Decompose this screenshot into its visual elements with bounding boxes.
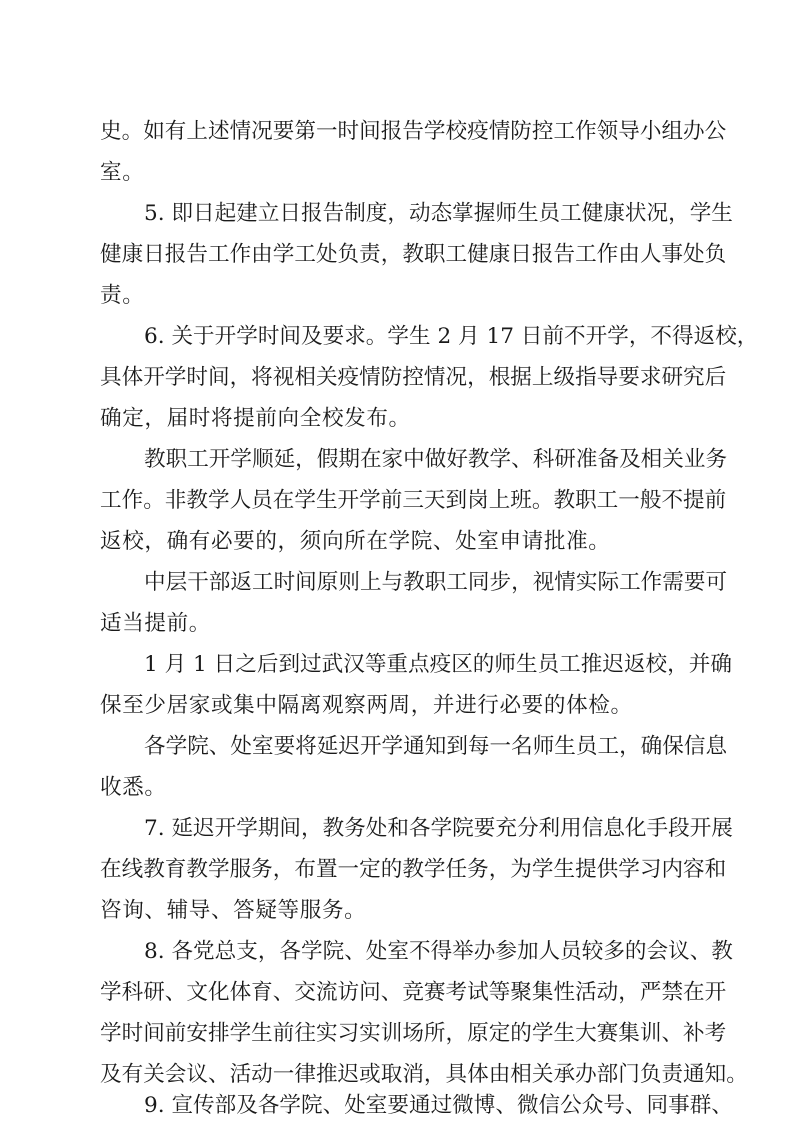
text-line: 各学院、处室要将延迟开学通知到每一名师生员工，确保信息: [144, 734, 728, 759]
text-line: 史。如有上述情况要第一时间报告学校疫情防控工作领导小组办公: [100, 119, 727, 144]
text-line: 收悉。: [100, 775, 167, 800]
text-line: 中层干部返工时间原则上与教职工同步，视情实际工作需要可: [144, 570, 728, 595]
text-line: 责。: [100, 283, 145, 308]
text-line: 保至少居家或集中隔离观察两周，并进行必要的体检。: [100, 693, 633, 718]
text-line: 室。: [100, 160, 145, 185]
text-line: 学时间前安排学生前往实习实训场所，原定的学生大赛集训、补考: [100, 1021, 727, 1046]
text-line: 工作。非教学人员在学生开学前三天到岗上班。教职工一般不提前: [100, 488, 727, 513]
text-line: 在线教育教学服务，布置一定的教学任务，为学生提供学习内容和: [100, 857, 727, 882]
text-line: 健康日报告工作由学工处负责，教职工健康日报告工作由人事处负: [100, 242, 727, 267]
text-line: 5. 即日起建立日报告制度，动态掌握师生员工健康状况，学生: [144, 201, 733, 226]
text-line: 6. 关于开学时间及要求。学生 2 月 17 日前不开学，不得返校，: [144, 324, 759, 349]
text-line: 咨询、辅导、答疑等服务。: [100, 898, 367, 923]
text-line: 教职工开学顺延，假期在家中做好教学、科研准备及相关业务: [144, 447, 728, 472]
text-line: 及有关会议、活动一律推迟或取消，具体由相关承办部门负责通知。: [100, 1062, 748, 1087]
text-line: 8. 各党总支，各学院、处室不得举办参加人员较多的会议、教: [144, 939, 733, 964]
text-line: 具体开学时间，将视相关疫情防控情况，根据上级指导要求研究后: [100, 365, 727, 390]
text-line: 1 月 1 日之后到过武汉等重点疫区的师生员工推迟返校，并确: [144, 652, 732, 677]
text-line: 确定，届时将提前向全校发布。: [100, 406, 411, 431]
text-line: 7. 延迟开学期间，教务处和各学院要充分利用信息化手段开展: [144, 816, 733, 841]
text-line: 学科研、文化体育、交流访问、竞赛考试等聚集性活动，严禁在开: [100, 980, 727, 1005]
text-line: 9. 宣传部及各学院、处室要通过微博、微信公众号、同事群、: [144, 1093, 733, 1118]
text-line: 返校，确有必要的，须向所在学院、处室申请批准。: [100, 529, 611, 554]
text-line: 适当提前。: [100, 611, 211, 636]
